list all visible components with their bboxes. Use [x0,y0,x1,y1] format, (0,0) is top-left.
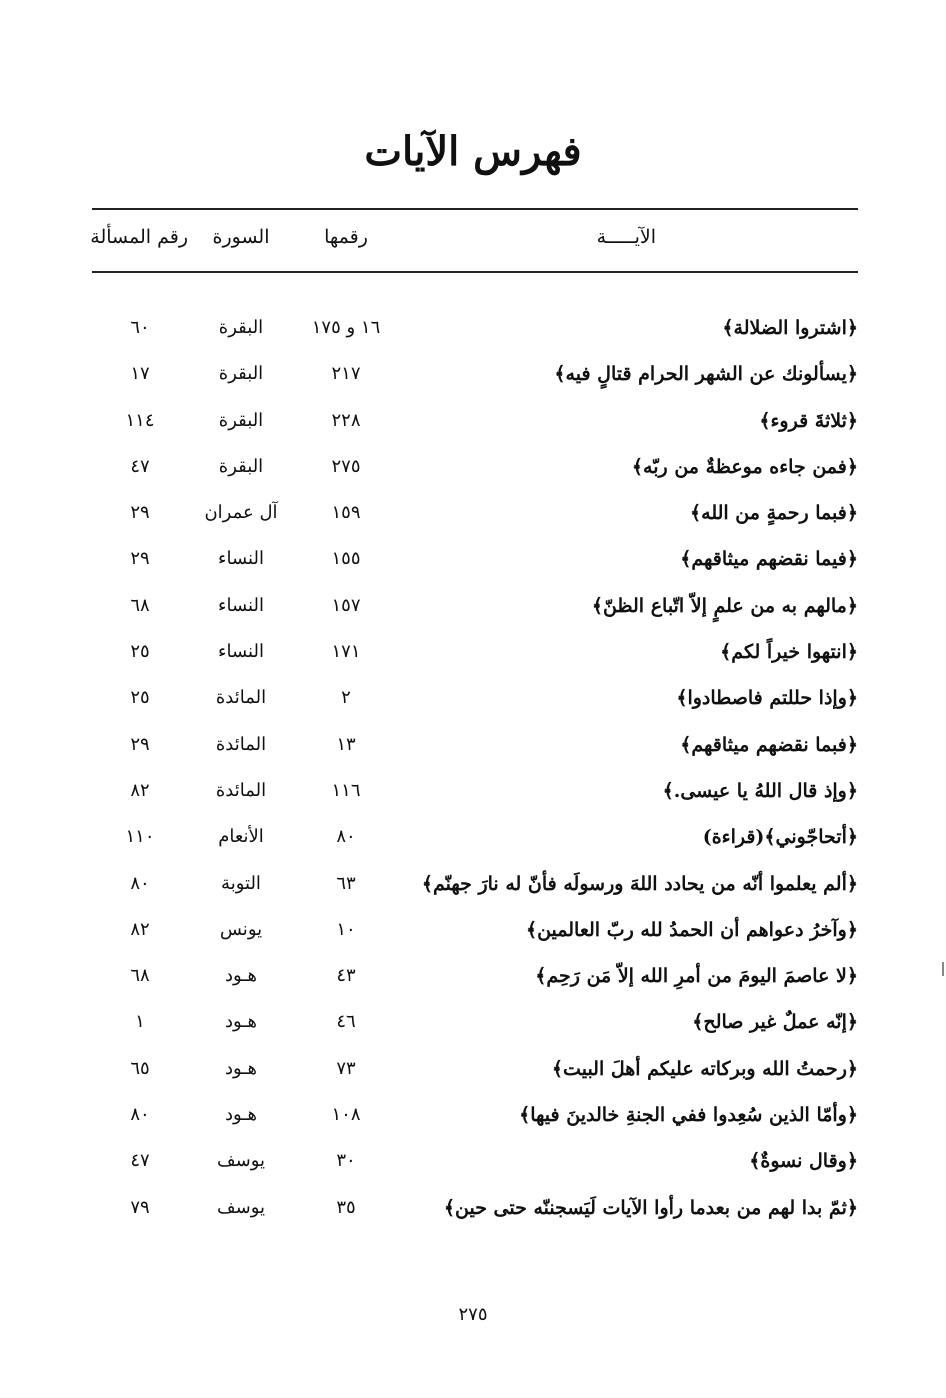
ayah-number-cell: ١٥٩ [331,502,361,524]
page-number: ٢٧٥ [458,1304,488,1325]
ayah-cell: ﴿أتحاجّوني﴾(قراءة) [702,826,858,849]
surah-cell: المائدة [215,687,267,709]
table-row [0,1098,946,1144]
masala-cell: ٤٧ [130,1150,150,1172]
table-header [0,220,946,260]
masala-cell: ٢٥ [130,687,150,709]
header-ayah: الآيـــــة [596,226,656,248]
surah-cell: يوسف [216,1150,266,1172]
ayah-cell: ﴿انتهوا خيراً لكم﴾ [720,641,858,664]
table-row [0,913,946,959]
ayah-cell: ﴿فيما نقضهم ميثاقهم﴾ [680,548,858,571]
ayah-cell: ﴿وأمّا الذين سُعِدوا ففي الجنةِ خالدينَ فيها﴾ [519,1104,858,1127]
surah-cell: البقرة [218,317,264,338]
surah-cell: يوسف [216,1196,266,1218]
table-row [0,774,946,820]
table-row [0,1005,946,1051]
ayah-number-cell: ١٦ و ١٧٥ [311,317,381,338]
ayah-cell: ﴿وقال نسوةٌ﴾ [749,1150,858,1173]
ayah-cell: ﴿فبما نقضهم ميثاقهم﴾ [680,733,858,756]
table-row [0,1191,946,1237]
table-row [0,357,946,403]
ayah-number-cell: ١٣ [336,733,356,755]
masala-cell: ٢٩ [130,548,150,570]
header-top-rule [92,208,858,210]
margin-mark [942,962,944,976]
masala-cell: ٢٩ [130,502,150,524]
surah-cell: النساء [218,594,264,616]
masala-cell: ٦٥ [130,1057,150,1079]
ayah-number-cell: ٢١٧ [331,363,361,385]
ayah-number-cell: ٢٧٥ [331,455,361,477]
table-row [0,820,946,866]
table-row [0,496,946,542]
header-number: رقمها [324,226,368,248]
masala-cell: ٦٨ [130,965,150,987]
masala-cell: ٢٩ [130,733,150,755]
masala-cell: ٦٨ [130,594,150,616]
ayah-number-cell: ٤٣ [336,965,356,987]
table-row [0,1052,946,1098]
surah-cell: البقرة [218,409,264,431]
ayah-number-cell: ٣٠ [336,1150,356,1172]
table-row [0,681,946,727]
ayah-cell: ﴿وإذا حللتم فاصطادوا﴾ [676,687,858,710]
header-surah: السورة [212,226,270,248]
masala-cell: ١ [135,1011,145,1033]
table-row [0,867,946,913]
table-row [0,959,946,1005]
ayah-cell: ﴿إنّه عملٌ غير صالح﴾ [692,1011,858,1034]
table-row [0,542,946,588]
ayah-cell: ﴿مالهم به من علمٍ إلاّ اتّباع الظنّ﴾ [591,594,858,617]
ayah-cell: ﴿ألم يعلموا أنّه من يحادد اللهَ ورسولَه فأنّ له نارَ جهنّم﴾ [421,872,858,895]
ayah-cell: ﴿وإذ قال اللهُ يا عيسى.﴾ [662,779,858,802]
surah-cell: النساء [218,548,264,570]
header-bottom-rule [92,271,858,273]
ayah-number-cell: ٨٠ [336,826,356,848]
masala-cell: ٢٥ [130,641,150,663]
surah-cell: البقرة [218,455,264,477]
ayah-cell: ﴿اشتروا الضلالة﴾ [722,317,858,339]
ayah-number-cell: ٤٦ [336,1011,356,1033]
surah-cell: يونس [219,918,263,940]
masala-cell: ١١٠ [125,826,155,848]
surah-cell: هـود [224,1011,258,1033]
masala-cell: ١١٤ [125,409,155,431]
table-row [0,404,946,450]
ayah-cell: ﴿رحمتُ الله وبركاته عليكم أهلَ البيت﴾ [551,1057,858,1080]
masala-cell: ١٧ [130,363,150,385]
ayah-number-cell: ١١٦ [331,779,361,801]
surah-cell: المائدة [215,779,267,801]
index-table [0,311,946,1237]
header-masala: رقم المسألة [90,226,188,248]
page-title: فهرس الآيات [364,128,582,175]
ayah-number-cell: ٧٣ [336,1057,356,1079]
ayah-number-cell: ١٧١ [331,641,361,663]
ayah-number-cell: ٦٣ [336,872,356,894]
ayah-number-cell: ١٠٨ [331,1104,361,1126]
ayah-number-cell: ٣٥ [336,1196,356,1218]
ayah-cell: ﴿فمن جاءه موعظةٌ من ربّه﴾ [631,455,858,478]
table-row [0,311,946,357]
surah-cell: البقرة [218,363,264,385]
masala-cell: ٨٠ [130,1104,150,1126]
table-row [0,635,946,681]
ayah-number-cell: ١٥٧ [331,594,361,616]
surah-cell: هـود [224,965,258,987]
masala-cell: ٦٠ [130,317,150,338]
ayah-cell: ﴿ثمّ بدا لهم من بعدما رأوا الآيات لَيَسجننّه حتى حين﴾ [443,1196,858,1219]
ayah-cell: ﴿يسألونك عن الشهر الحرام قتالٍ فيه﴾ [554,363,858,386]
ayah-number-cell: ٢٢٨ [331,409,361,431]
surah-cell: آل عمران [204,502,278,524]
masala-cell: ٨٢ [130,918,150,940]
masala-cell: ٧٩ [130,1196,150,1218]
surah-cell: هـود [224,1057,258,1079]
table-row [0,1144,946,1190]
surah-cell: الأنعام [218,826,264,848]
ayah-cell: ﴿وآخرُ دعواهم أن الحمدُ لله ربّ العالمين﴾ [525,918,858,941]
ayah-cell: ﴿ثلاثةَ قروء﴾ [759,409,858,432]
ayah-number-cell: ١٠ [336,918,356,940]
surah-cell: هـود [224,1104,258,1126]
masala-cell: ٨٢ [130,779,150,801]
ayah-number-cell: ١٥٥ [331,548,361,570]
table-row [0,728,946,774]
masala-cell: ٤٧ [130,455,150,477]
table-row [0,450,946,496]
surah-cell: التوبة [221,872,261,894]
ayah-cell: ﴿فبما رحمةٍ من الله﴾ [690,502,858,525]
ayah-cell: ﴿لا عاصمَ اليومَ من أمرِ الله إلاّ مَن رَحِم﴾ [535,965,858,988]
ayah-number-cell: ٢ [341,687,351,709]
surah-cell: المائدة [215,733,267,755]
masala-cell: ٨٠ [130,872,150,894]
surah-cell: النساء [218,641,264,663]
table-row [0,589,946,635]
